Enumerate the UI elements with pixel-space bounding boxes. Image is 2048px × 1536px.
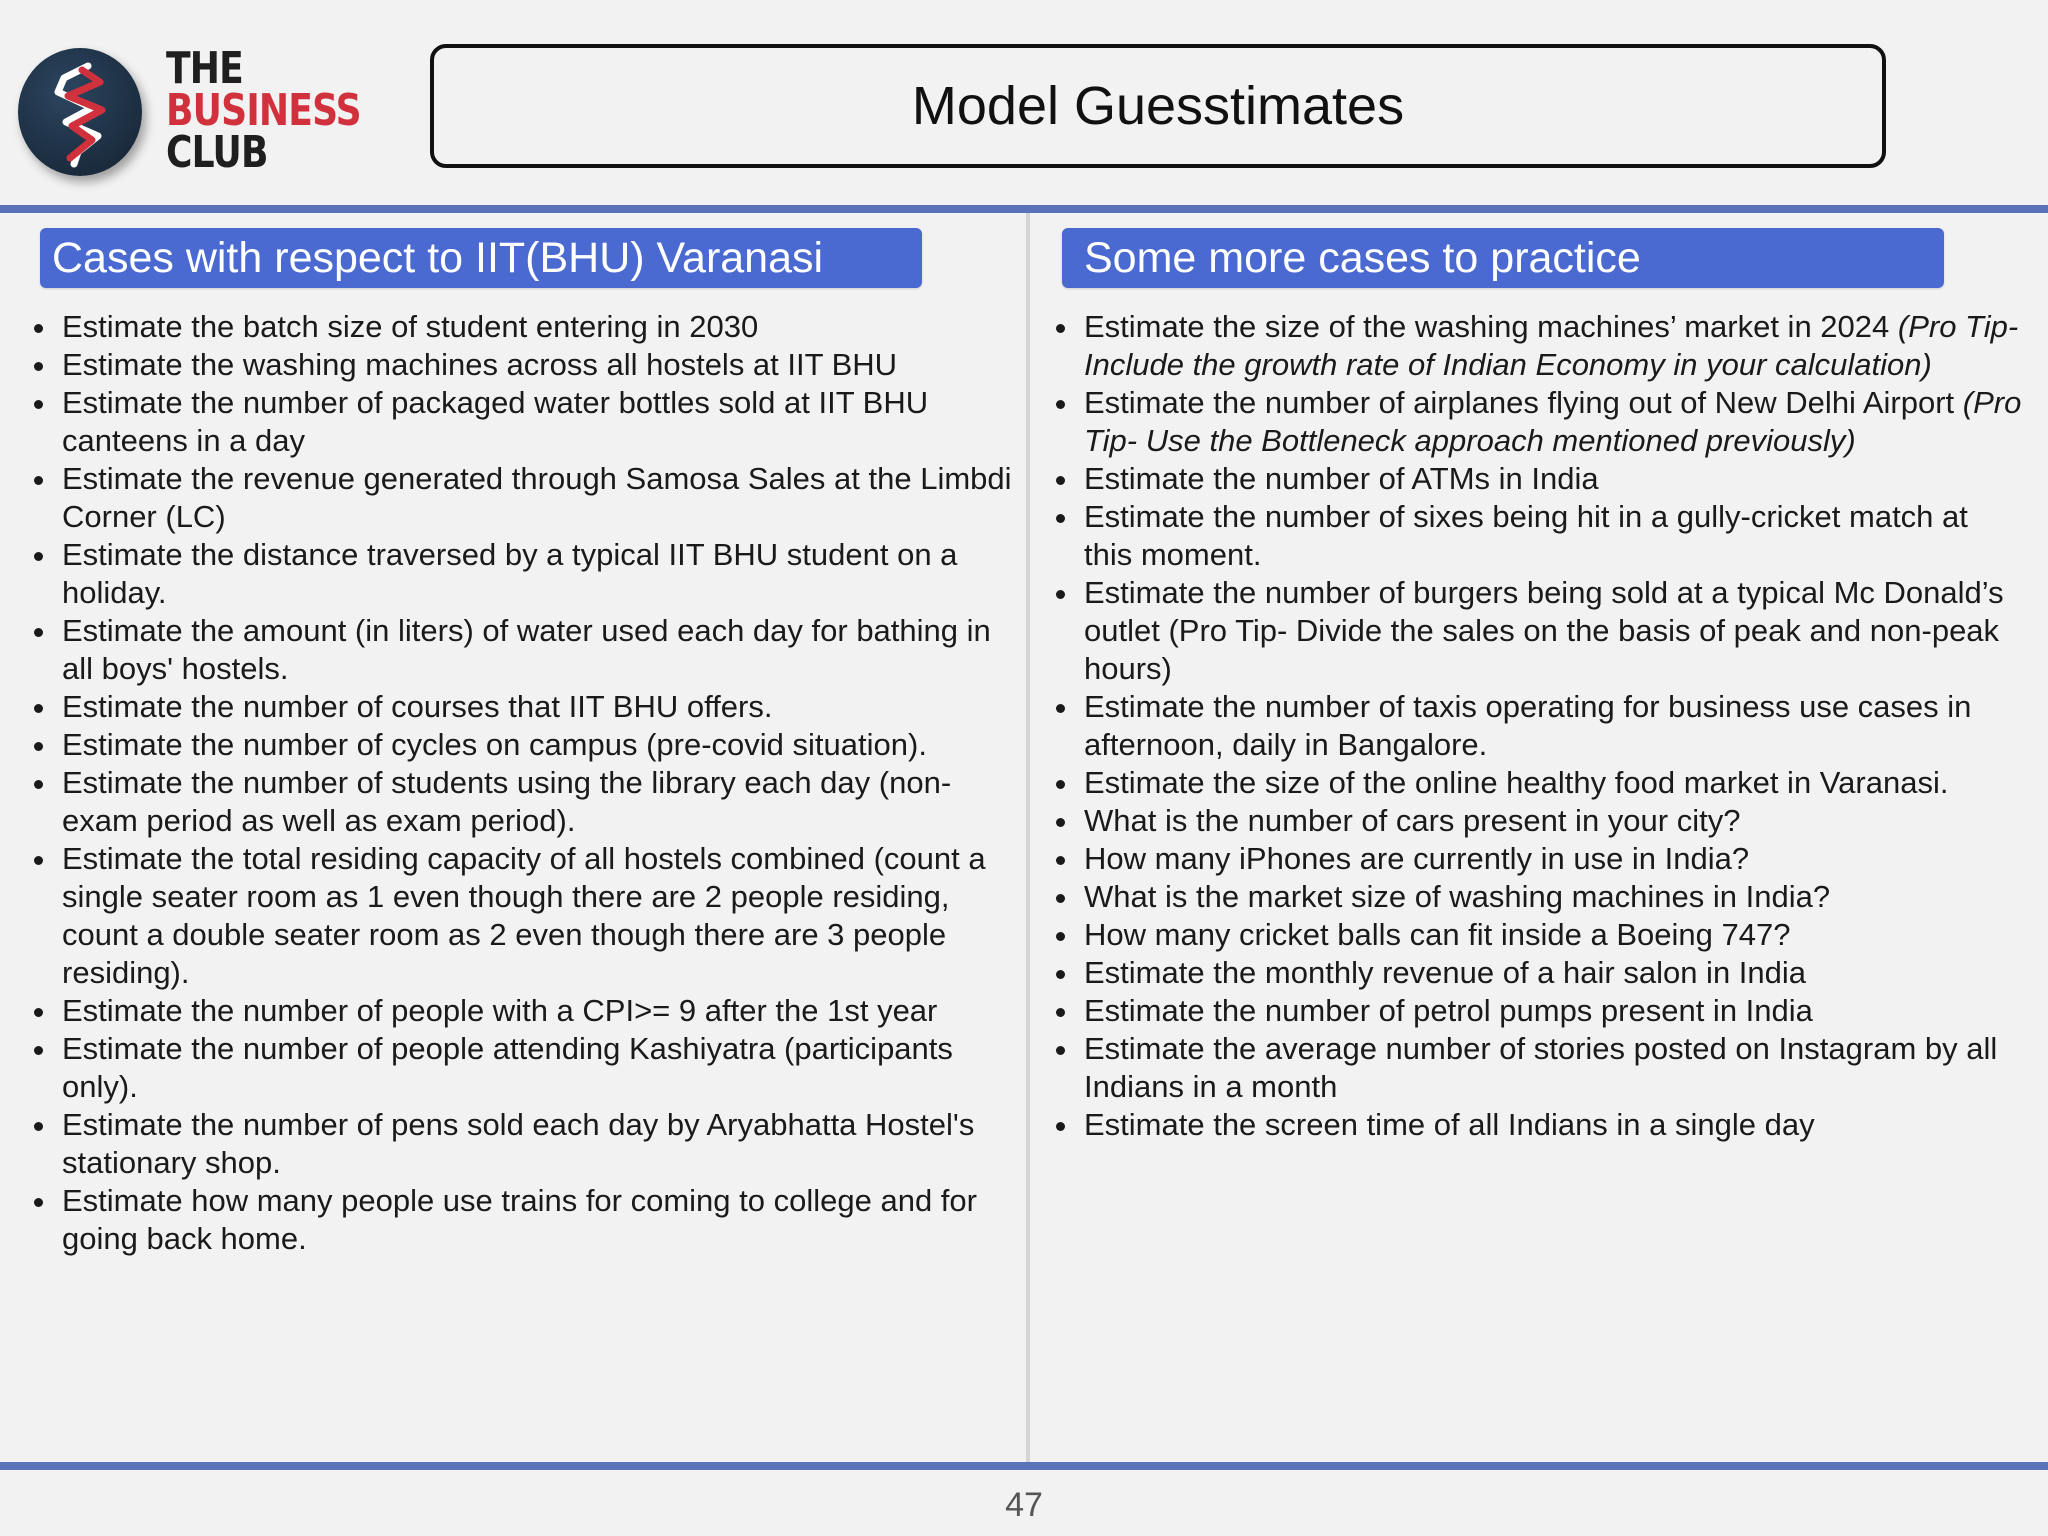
list-item-text: Estimate the monthly revenue of a hair salon in India: [1084, 955, 1807, 990]
list-item: Estimate the batch size of student entering in 2030: [40, 308, 1020, 346]
left-case-list: [40, 308, 1010, 1258]
logo-line-club: CLUB: [166, 127, 268, 178]
top-rule: [0, 205, 2048, 213]
list-item: Estimate the number of people with a CPI>= 9 after the 1st year: [40, 992, 1020, 1030]
list-item: Estimate the number of packaged water bottles sold at IIT BHU canteens in a day: [40, 384, 1020, 460]
page-title: Model Guesstimates: [911, 76, 1405, 136]
title-box: [430, 44, 1886, 168]
list-item: [1062, 688, 2022, 764]
list-item: Estimate how many people use trains for coming to college and for going back home.: [40, 1182, 1020, 1258]
right-column-heading: Some more cases to practice: [1062, 228, 1944, 288]
list-item: [1062, 384, 2022, 460]
list-item: [1062, 954, 2022, 992]
list-item-text: Estimate the size of the online healthy food market in Varanasi.: [1084, 765, 1949, 800]
list-item-text: Estimate the number of ATMs in India: [1084, 461, 1599, 496]
list-item: [1062, 992, 2022, 1030]
list-item: Estimate the number of courses that IIT BHU offers.: [40, 688, 1020, 726]
list-item: [1062, 916, 2022, 954]
list-item: [1062, 460, 2022, 498]
list-item-text: Estimate the number of burgers being sold at a typical Mc Donald’s outlet (Pro Tip- Divide the sales on the basis of peak and non-peak hours): [1084, 575, 2004, 686]
list-item-text: What is the market size of washing machines in India?: [1084, 879, 1831, 914]
list-item: Estimate the number of cycles on campus (pre-covid situation).: [40, 726, 1020, 764]
left-column-heading: Cases with respect to IIT(BHU) Varanasi: [40, 228, 922, 288]
list-item: [1062, 764, 2022, 802]
list-item: Estimate the number of pens sold each day by Aryabhatta Hostel's stationary shop.: [40, 1106, 1020, 1182]
logo-wordmark: [166, 43, 361, 178]
list-item-text: Estimate the size of the washing machines’ market in 2024: [1084, 309, 1898, 344]
list-item: [1062, 1030, 2022, 1106]
right-column: [1062, 228, 2022, 1144]
list-item-text: Estimate the number of sixes being hit in a gully-cricket match at this moment.: [1084, 499, 1968, 572]
list-item-text: Estimate the number of petrol pumps present in India: [1084, 993, 1813, 1028]
column-divider: [1026, 213, 1030, 1462]
logo-emblem-icon: [18, 48, 142, 176]
pro-tip: (Pro Tip- Use the Bottleneck approach mentioned previously): [1084, 385, 2022, 458]
list-item: [1062, 1106, 2022, 1144]
list-item: Estimate the distance traversed by a typical IIT BHU student on a holiday.: [40, 536, 1020, 612]
list-item-text: Estimate the average number of stories posted on Instagram by all Indians in a month: [1084, 1031, 1998, 1104]
list-item: [1062, 308, 2022, 384]
pro-tip: (Pro Tip- Include the growth rate of Indian Economy in your calculation): [1084, 309, 2019, 382]
logo-line-the: THE: [166, 43, 244, 94]
list-item: Estimate the number of people attending Kashiyatra (participants only).: [40, 1030, 1020, 1106]
list-item-text: How many iPhones are currently in use in India?: [1084, 841, 1750, 876]
list-item: [1062, 574, 2022, 688]
list-item-text: What is the number of cars present in your city?: [1084, 803, 1741, 838]
left-column: [40, 228, 1010, 1258]
list-item-text: Estimate the screen time of all Indians in a single day: [1084, 1107, 1815, 1142]
list-item-text: How many cricket balls can fit inside a Boeing 747?: [1084, 917, 1791, 952]
list-item: [1062, 802, 2022, 840]
list-item-text: Estimate the number of taxis operating for business use cases in afternoon, daily in Bangalore.: [1084, 689, 1972, 762]
page-number: 47: [1005, 1486, 1043, 1524]
logo-line-business: BUSINESS: [166, 85, 361, 136]
list-item: Estimate the total residing capacity of all hostels combined (count a single seater room as 1 even though there are 2 people residing, count a double seater room as 2 even though there are 3 people residing).: [40, 840, 1020, 992]
list-item: [1062, 840, 2022, 878]
bottom-rule: [0, 1462, 2048, 1470]
list-item-text: Estimate the number of airplanes flying out of New Delhi Airport: [1084, 385, 1963, 420]
right-case-list: [1062, 308, 2022, 1144]
list-item: Estimate the amount (in liters) of water used each day for bathing in all boys' hostels.: [40, 612, 1020, 688]
list-item: [1062, 498, 2022, 574]
list-item: [1062, 878, 2022, 916]
list-item: Estimate the number of students using the library each day (non-exam period as well as exam period).: [40, 764, 1020, 840]
list-item: Estimate the washing machines across all hostels at IIT BHU: [40, 346, 1020, 384]
business-club-logo: [18, 43, 361, 188]
list-item: Estimate the revenue generated through Samosa Sales at the Limbdi Corner (LC): [40, 460, 1020, 536]
